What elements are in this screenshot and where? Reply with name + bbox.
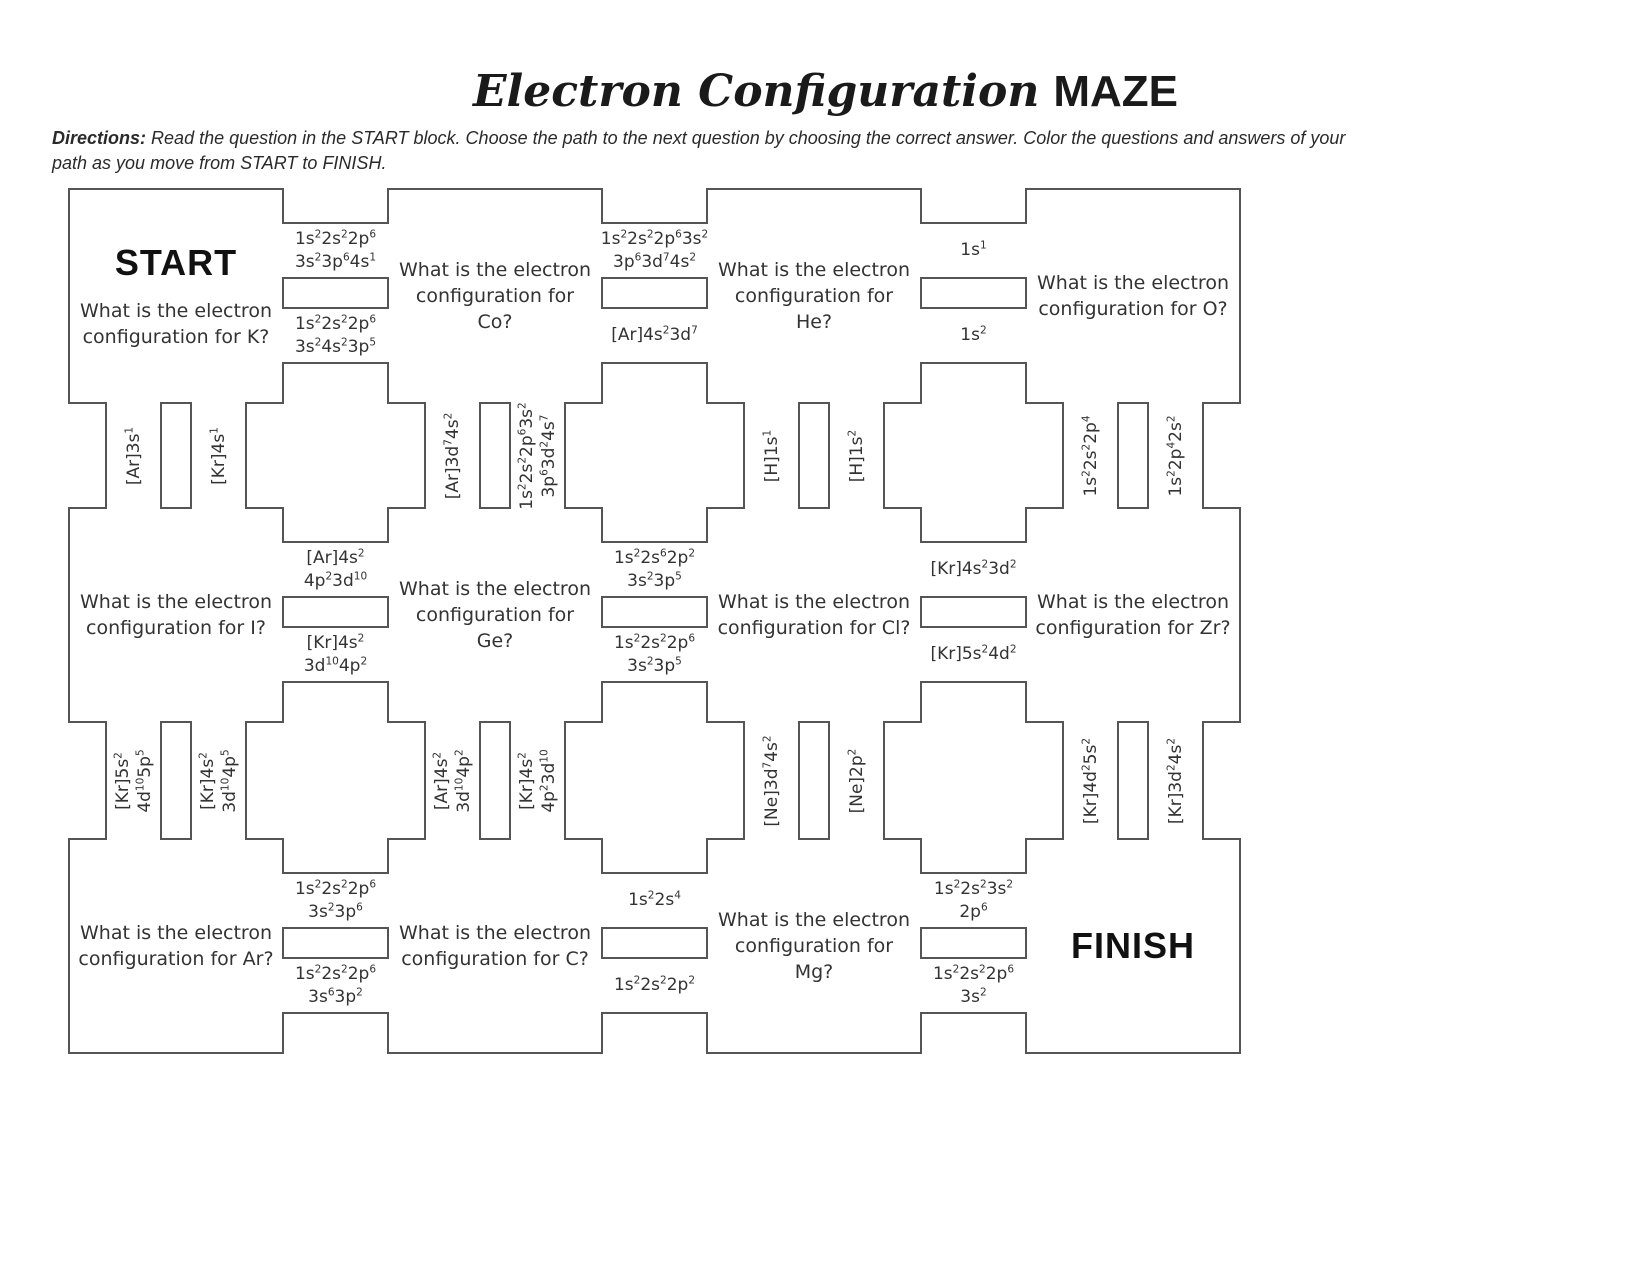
answer-text: $[Ar]4s^23d^7$ <box>611 324 698 345</box>
question-box[interactable] <box>387 188 603 404</box>
answer-text: $[Ar]4s^2$ $4p^23d^{10}$ <box>303 546 368 591</box>
answer-text: $[Kr]4s^1$ <box>207 426 229 485</box>
answer-option[interactable] <box>105 721 162 840</box>
answer-text: $1s^22s^22p^63s^2$ $3p^63d^74s^2$ <box>600 227 709 272</box>
question-box[interactable] <box>1025 188 1241 404</box>
vertical-connector <box>105 402 247 509</box>
question-box[interactable] <box>706 838 922 1054</box>
answer-text: $[H]1s^2$ <box>845 429 867 482</box>
question-box[interactable] <box>706 507 922 723</box>
answer-option[interactable] <box>282 872 389 929</box>
start-box[interactable] <box>68 188 284 404</box>
answer-option[interactable] <box>282 541 389 598</box>
answer-text: $1s^22s^4$ <box>628 889 681 910</box>
horizontal-connector <box>601 222 708 364</box>
answer-option[interactable] <box>601 957 708 1014</box>
page-title <box>0 62 1651 122</box>
answer-option[interactable] <box>601 872 708 929</box>
answer-text: $[Ar]4s^2$ $3d^{10}4p^2$ <box>430 748 474 813</box>
answer-option[interactable] <box>1147 721 1204 840</box>
answer-option[interactable] <box>828 402 885 509</box>
answer-option[interactable] <box>920 957 1027 1014</box>
question-text: What is the electron configuration for Ar? <box>78 922 274 970</box>
answer-text: $[Ne]3d^74s^2$ <box>760 734 782 827</box>
question-text: What is the electron configuration for Co? <box>398 259 591 333</box>
answer-option[interactable] <box>920 872 1027 929</box>
answer-text: $[Kr]5s^24d^2$ <box>930 643 1017 664</box>
answer-option[interactable] <box>282 307 389 364</box>
finish-heading: FINISH <box>1070 925 1195 966</box>
answer-option[interactable] <box>920 541 1027 598</box>
answer-text: $1s^22s^22p^6$ $3s^23p^64s^1$ <box>294 227 377 272</box>
vertical-connector <box>105 721 247 840</box>
vertical-connector <box>1062 721 1204 840</box>
answer-text: $1s^2$ <box>960 324 987 345</box>
horizontal-connector <box>282 541 389 683</box>
question-text: What is the electron configuration for He? <box>717 259 910 333</box>
directions-label: Directions: <box>52 128 147 148</box>
answer-option[interactable] <box>920 222 1027 279</box>
question-box[interactable] <box>68 838 284 1054</box>
answer-text: $[H]1s^1$ <box>760 429 782 482</box>
answer-text: $1s^22p^42s^2$ <box>1164 414 1186 497</box>
answer-text: $1s^22s^62p^2$ $3s^23p^5$ <box>613 546 696 591</box>
answer-option[interactable] <box>424 721 481 840</box>
question-box[interactable] <box>387 838 603 1054</box>
vertical-connector <box>743 721 885 840</box>
answer-text: $[Ar]3s^1$ <box>122 426 144 485</box>
answer-text: $[Kr]4s^23d^2$ <box>930 558 1017 579</box>
answer-option[interactable] <box>601 541 708 598</box>
question-box[interactable] <box>68 507 284 723</box>
vertical-connector <box>424 721 566 840</box>
answer-text: $1s^22s^22p^4$ <box>1079 414 1101 497</box>
answer-option[interactable] <box>282 957 389 1014</box>
answer-text: $[Kr]4s^2$ $3d^{10}4p^5$ <box>196 748 240 813</box>
answer-option[interactable] <box>190 721 247 840</box>
answer-option[interactable] <box>424 402 481 509</box>
answer-option[interactable] <box>509 721 566 840</box>
answer-text: $1s^22s^22p^6$ $3s^24s^23p^5$ <box>294 312 377 357</box>
answer-text: $[Ar]3d^74s^2$ <box>441 412 463 499</box>
horizontal-connector <box>601 541 708 683</box>
title-bold: MAZE <box>1053 67 1179 116</box>
vertical-connector <box>424 402 566 509</box>
question-text: What is the electron configuration for O? <box>1036 272 1229 320</box>
answer-text: $1s^22s^22p^63s^2$ $3p^63d^24s^7$ <box>515 401 559 510</box>
vertical-connector <box>743 402 885 509</box>
horizontal-connector <box>601 872 708 1014</box>
answer-option[interactable] <box>743 721 800 840</box>
answer-text: $[Kr]3d^24s^2$ <box>1164 737 1186 824</box>
answer-option[interactable] <box>920 307 1027 364</box>
question-box[interactable] <box>1025 507 1241 723</box>
question-text: What is the electron configuration for I? <box>79 591 272 639</box>
answer-text: $[Kr]4d^25s^2$ <box>1079 737 1101 824</box>
horizontal-connector <box>920 222 1027 364</box>
answer-option[interactable] <box>601 626 708 683</box>
answer-text: $[Ne]2p^2$ <box>845 748 867 813</box>
horizontal-connector <box>282 222 389 364</box>
answer-text: $1s^22s^23s^2$ $2p^6$ <box>933 877 1014 922</box>
horizontal-connector <box>920 872 1027 1014</box>
horizontal-connector <box>282 872 389 1014</box>
answer-option[interactable] <box>190 402 247 509</box>
question-text: What is the electron configuration for Ge? <box>398 578 591 652</box>
answer-text: $1s^22s^22p^2$ <box>613 974 696 995</box>
answer-option[interactable] <box>920 626 1027 683</box>
question-box[interactable] <box>706 188 922 404</box>
answer-option[interactable] <box>601 307 708 364</box>
answer-option[interactable] <box>1062 721 1119 840</box>
answer-text: $1s^1$ <box>960 239 987 260</box>
directions <box>52 126 1352 176</box>
start-heading: START <box>114 242 238 283</box>
answer-text: $[Kr]5s^2$ $4d^{10}5p^5$ <box>111 748 155 813</box>
answer-option[interactable] <box>105 402 162 509</box>
answer-text: $1s^22s^22p^6$ $3s^2$ <box>932 962 1015 1007</box>
question-box[interactable] <box>387 507 603 723</box>
answer-text: $1s^22s^22p^6$ $3s^23p^5$ <box>613 631 696 676</box>
horizontal-connector <box>920 541 1027 683</box>
answer-option[interactable] <box>509 402 566 509</box>
directions-text: Read the question in the START block. Choose the path to the next question by choosing the correct answer. Color the questions and answers of your path as you move from START to FINISH. <box>52 128 1346 173</box>
question-text: What is the electron configuration for Mg? <box>717 909 910 983</box>
answer-text: $[Kr]4s^2$ $3d^{10}4p^2$ <box>303 631 368 676</box>
question-text: What is the electron configuration for Zr? <box>1035 591 1231 639</box>
answer-option[interactable] <box>601 222 708 279</box>
question-text: What is the electron configuration for K? <box>79 300 272 348</box>
answer-text: $1s^22s^22p^6$ $3s^23p^6$ <box>294 877 377 922</box>
answer-text: $1s^22s^22p^6$ $3s^63p^2$ <box>294 962 377 1007</box>
answer-option[interactable] <box>282 626 389 683</box>
answer-option[interactable] <box>1147 402 1204 509</box>
answer-option[interactable] <box>828 721 885 840</box>
question-text: What is the electron configuration for C? <box>398 922 591 970</box>
vertical-connector <box>1062 402 1204 509</box>
finish-box[interactable] <box>1025 838 1241 1054</box>
answer-option[interactable] <box>1062 402 1119 509</box>
title-script: Electron Configuration <box>472 66 1040 117</box>
question-text: What is the electron configuration for Cl? <box>717 591 911 639</box>
answer-option[interactable] <box>743 402 800 509</box>
answer-text: $[Kr]4s^2$ $4p^23d^{10}$ <box>515 748 559 813</box>
answer-option[interactable] <box>282 222 389 279</box>
